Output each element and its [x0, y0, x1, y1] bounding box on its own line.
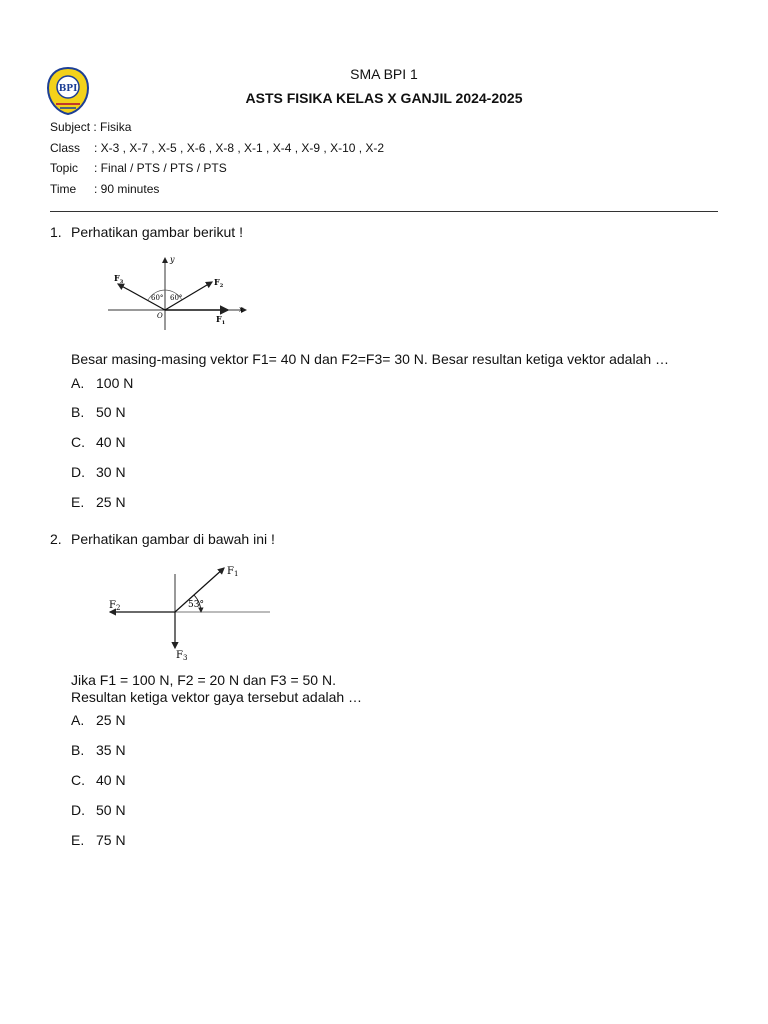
- angle-label: 53°: [188, 600, 204, 610]
- header-divider: [50, 211, 718, 212]
- y-axis-label: y: [170, 255, 175, 264]
- logo-text: BPI: [58, 84, 78, 94]
- f2-label: $F_2$: [214, 277, 224, 289]
- time-label: Time: [50, 182, 77, 196]
- question-2-figure: [104, 562, 274, 662]
- exam-title: ASTS FISIKA KELAS X GANJIL 2024-2025: [245, 90, 523, 106]
- f2-label: $F_2$: [109, 600, 121, 612]
- question-2-option-b[interactable]: B. 35 N: [71, 742, 126, 758]
- time-line: [50, 182, 159, 196]
- topic-line: [50, 161, 227, 175]
- question-2-option-e[interactable]: E. 75 N: [71, 832, 126, 848]
- class-value: : X-3 , X-7 , X-5 , X-6 , X-8 , X-1 , X-4 , X-9 , X-10 , X-2: [94, 141, 385, 155]
- f1-label: $F_1$: [216, 314, 226, 326]
- class-line: [50, 141, 384, 155]
- question-1-number: 1.: [50, 224, 62, 240]
- question-1-body: Besar masing-masing vektor F1= 40 N dan F2=F3= 30 N. Besar resultan ketiga vektor adalah …: [71, 351, 670, 367]
- f3-label: $F_3$: [114, 273, 124, 285]
- question-2-option-a[interactable]: A. 25 N: [71, 712, 126, 728]
- question-1-figure: [108, 254, 258, 330]
- f3-label: $F_3$: [176, 650, 188, 662]
- time-value: : 90 minutes: [94, 182, 160, 196]
- f1-label: $F_1$: [227, 566, 239, 578]
- question-2-option-c[interactable]: C. 40 N: [71, 772, 126, 788]
- topic-value: : Final / PTS / PTS / PTS: [94, 161, 227, 175]
- question-1-option-a[interactable]: A. 100 N: [71, 375, 134, 391]
- angle-right-label: 60°: [170, 294, 183, 302]
- question-2-option-d[interactable]: D. 50 N: [71, 802, 126, 818]
- angle-left-label: 60°: [151, 294, 164, 302]
- question-1-prompt: Perhatikan gambar berikut !: [71, 224, 243, 240]
- school-name: SMA BPI 1: [350, 66, 418, 82]
- question-2-body-line-1: Jika F1 = 100 N, F2 = 20 N dan F3 = 50 N.: [71, 672, 336, 688]
- topic-label: Topic: [50, 161, 79, 175]
- subject-line: Subject : Fisika: [50, 120, 132, 134]
- question-1-option-c[interactable]: C. 40 N: [71, 434, 126, 450]
- class-label: Class: [50, 141, 81, 155]
- question-1-option-b[interactable]: B. 50 N: [71, 404, 126, 420]
- x-axis-label: x: [239, 305, 244, 314]
- question-1-option-d[interactable]: D. 30 N: [71, 464, 126, 480]
- question-1-option-e[interactable]: E. 25 N: [71, 494, 126, 510]
- question-2-body-line-2: Resultan ketiga vektor gaya tersebut adalah …: [71, 689, 363, 705]
- question-2-number: 2.: [50, 531, 62, 547]
- origin-label: O: [157, 312, 163, 320]
- question-2-prompt: Perhatikan gambar di bawah ini !: [71, 531, 275, 547]
